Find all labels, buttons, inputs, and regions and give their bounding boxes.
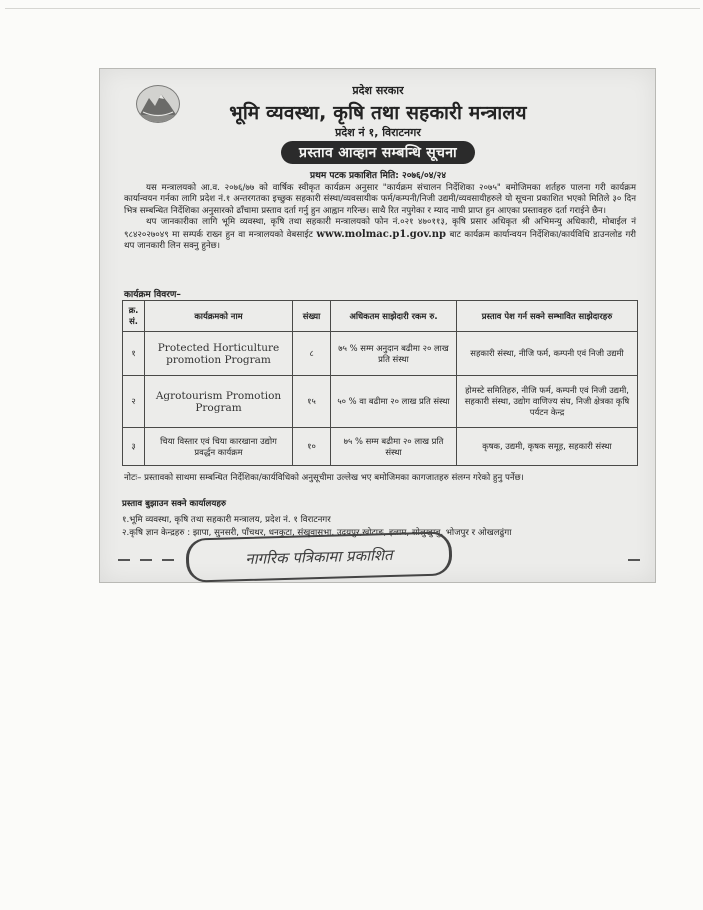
paragraph-2-text: थप जानकारीका लागि भूमि व्यवस्था, कृषि तथा सहकारी मन्त्रालयको फोन नं.०२१ ४७०११३, कृषि प्रसार अधिकृत श्री अभिमन्यु अधिकारी, मोबाईल नं ९८४२०२७०४९ मा सम्पर्क राख्न हुन वा मन्त्रालयको वेबसाईट bbox=[124, 217, 636, 240]
notice-body bbox=[124, 183, 636, 252]
program-table bbox=[122, 300, 638, 466]
notice-note: नोटः– प्रस्तावको साथमा सम्बन्धित निर्देशिका/कार्यविधिको अनुसूचीमा उल्लेख भए बमोजिमका कागजातहरु संलग्न गरेको हुनु पर्नेछ। bbox=[124, 473, 524, 483]
cell-sn: ३ bbox=[123, 428, 145, 466]
cell-grant: ७५ % सम्म बढीमा २० लाख प्रति संस्था bbox=[331, 428, 457, 466]
submission-office-2: २.कृषि ज्ञान केन्द्रहरु : झापा, सुनसरी, पाँचथर, धनकुटा, संखुवासभा, उदयपुर,खोटाङ, इलाम, सोलुखुम्बु, भोजपुर र ओखलढुंगा bbox=[122, 528, 512, 538]
submission-offices-title: प्रस्ताव बुझाउन सक्ने कार्यालयहरु bbox=[122, 499, 227, 509]
cell-sn: २ bbox=[123, 376, 145, 428]
header-grant: अधिकतम साझेदारी रकम रु. bbox=[331, 301, 457, 332]
cell-program: चिया विस्तार एवं चिया कारखाना उद्योग प्रवर्द्धन कार्यक्रम bbox=[145, 428, 293, 466]
cell-partners: कृषक, उद्यमी, कृषक समूह, सहकारी संस्था bbox=[457, 428, 638, 466]
notice-content bbox=[118, 77, 638, 538]
ministry-location: प्रदेश नं १, विराटनगर bbox=[335, 126, 421, 139]
header-count: संख्या bbox=[293, 301, 331, 332]
newspaper-clipping bbox=[99, 68, 656, 583]
header-program: कार्यक्रमको नाम bbox=[145, 301, 293, 332]
cell-program: Agrotourism Promotion Program bbox=[145, 376, 293, 428]
ministry-name: भूमि व्यवस्था, कृषि तथा सहकारी मन्त्रालय bbox=[229, 102, 527, 124]
table-row bbox=[123, 428, 638, 466]
cell-grant: ७५ % सम्म अनुदान बढीमा २० लाख प्रति संस्था bbox=[331, 332, 457, 376]
table-header-row bbox=[123, 301, 638, 332]
publication-date: प्रथम पटक प्रकाशित मिति: २०७६/०४/२४ bbox=[309, 171, 447, 181]
cell-sn: १ bbox=[123, 332, 145, 376]
body-paragraph-1: यस मन्त्रालयको आ.व. २०७६/७७ को वार्षिक स्वीकृत कार्यक्रम अनुसार "कार्यक्रम संचालन निर्देशिका २०७५" बमोजिमका शर्तहरु पालना गरी कार्यक्रम कार्यान्वयन गर्नका लागि प्रदेश नं.१ अन्तरगतका इच्छुक सहकारी संस्था/व्यवसायीक फर्म/कम्पनी/निजी उद्यमी/व्यवसायीहरुले यो सूचना प्रकाशित भएको मितिले ३० दिन भित्र सम्बन्धित निर्देशिका अनुसारको ढाँचामा प्रस्ताव दर्ता गर्नु हुन आह्वान गरिन्छ। साथै रित नपुगेका र म्याद नाघी प्राप्त हुन आएका प्रस्तावहरु दर्ता गराईने छैन। bbox=[124, 183, 636, 216]
government-label: प्रदेश सरकार bbox=[352, 84, 404, 97]
body-paragraph-2 bbox=[124, 217, 636, 252]
header-sn: क्र. सं. bbox=[123, 301, 145, 332]
submission-office-1: १.भूमि व्यवस्था, कृषि तथा सहकारी मन्त्रालय, प्रदेश नं. १ विराटनगर bbox=[122, 515, 331, 525]
table-row bbox=[123, 332, 638, 376]
cell-program: Protected Horticulture promotion Program bbox=[145, 332, 293, 376]
paragraph-2-tail: बाट कार्यक्रम कार्यान्वयन निर्देशिका/कार्यविधि डाउनलोड गरी थप जानकारी लिन सक्नु हुनेछ। bbox=[124, 229, 637, 252]
ministry-website: www.molmac.p1.gov.np bbox=[316, 228, 446, 240]
paper-fold-line bbox=[5, 8, 700, 9]
cell-count: १५ bbox=[293, 376, 331, 428]
dash-divider bbox=[118, 559, 130, 561]
dash-divider bbox=[140, 559, 152, 561]
dash-divider bbox=[628, 559, 640, 561]
cell-count: १० bbox=[293, 428, 331, 466]
cell-count: ८ bbox=[293, 332, 331, 376]
cell-grant: ५० % वा बढीमा २० लाख प्रति संस्था bbox=[331, 376, 457, 428]
program-section-label: कार्यक्रम विवरण– bbox=[124, 290, 181, 300]
table-row bbox=[123, 376, 638, 428]
notice-title-banner bbox=[118, 141, 638, 164]
header-partners: प्रस्ताव पेश गर्न सक्ने सम्भावित साझेदारहरु bbox=[457, 301, 638, 332]
notice-title: प्रस्ताव आव्हान सम्बन्धि सूचना bbox=[281, 141, 475, 164]
handwritten-annotation: नागरिक पत्रिकामा प्रकाशित bbox=[185, 531, 452, 582]
cell-partners: सहकारी संस्था, नीजि फर्म, कम्पनी एवं निजी उद्यमी bbox=[457, 332, 638, 376]
dash-divider bbox=[162, 559, 174, 561]
cell-partners: होमस्टे समितिहरु, नीजि फर्म, कम्पनी एवं निजी उद्यमी, सहकारी संस्था, उद्योग वाणिज्य संघ, निजी क्षेत्रका कृषि पर्यटन केन्द्र bbox=[457, 376, 638, 428]
